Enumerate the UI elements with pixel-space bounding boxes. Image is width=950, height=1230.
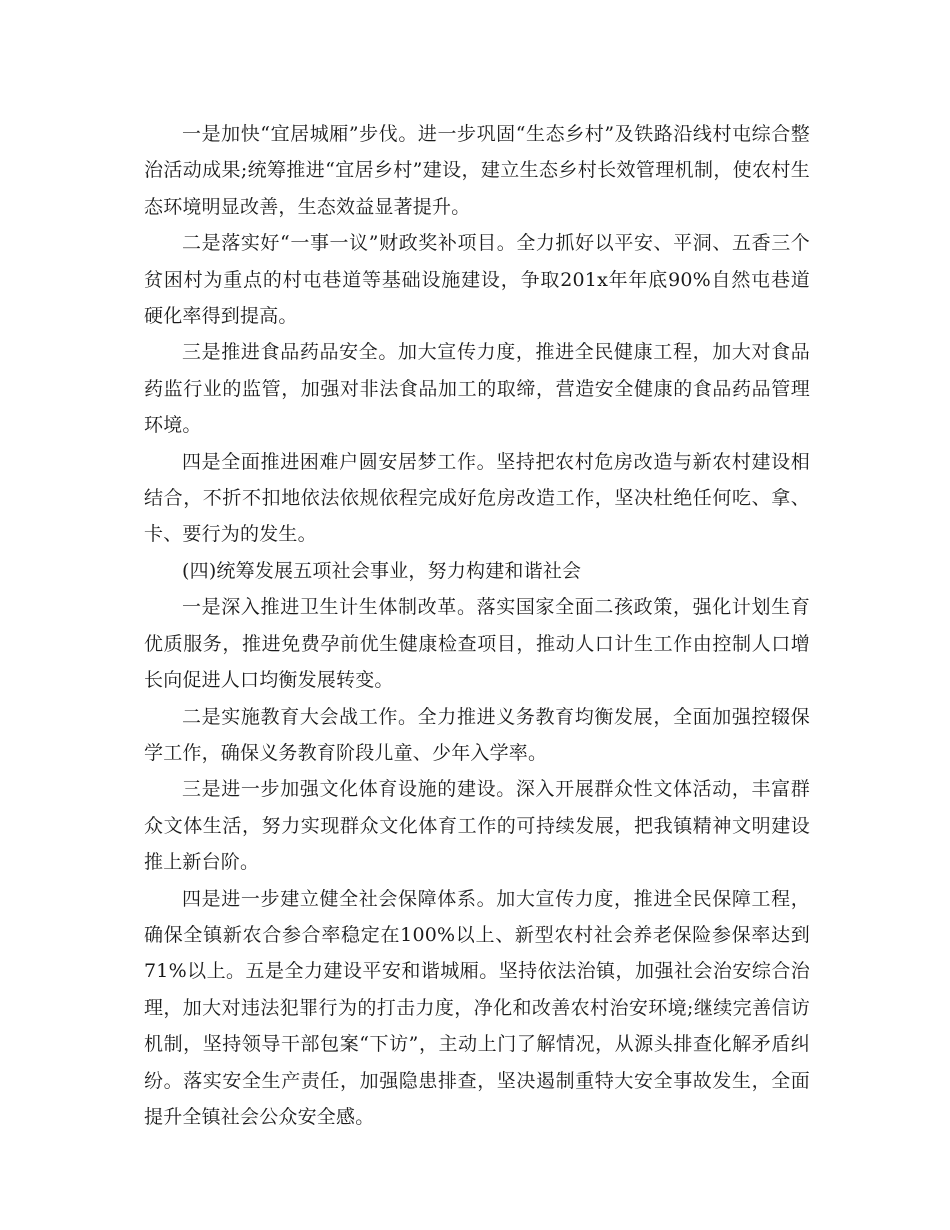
paragraph-livable-town: 一是加快“宜居城厢”步伐。进一步巩固“生态乡村”及铁路沿线村屯综合整治活动成果;统筹推进“宜居乡村”建设，建立生态乡村长效管理机制，使农村生态环境明显改善，生态效益显著提升。 <box>144 123 810 218</box>
paragraph-food-drug-safety: 三是推进食品药品安全。加大宣传力度，推进全民健康工程，加大对食品药监行业的监管，加强对非法食品加工的取缔，营造安全健康的食品药品管理环境。 <box>144 341 810 437</box>
paragraph-culture-sports: 三是进一步加强文化体育设施的建设。深入开展群众性文体活动，丰富群众文体生活，努力实现群众文化体育工作的可持续发展，把我镇精神文明建设推上新台阶。 <box>144 778 810 874</box>
paragraph-health-reform: 一是深入推进卫生计生体制改革。落实国家全面二孩政策，强化计划生育优质服务，推进免费孕前优生健康检查项目，推动人口计生工作由控制人口增长向促进人口均衡发展转变。 <box>144 596 810 692</box>
section-heading: (四)统筹发展五项社会事业，努力构建和谐社会 <box>182 559 582 582</box>
paragraph-housing: 四是全面推进困难户圆安居梦工作。坚持把农村危房改造与新农村建设相结合，不折不扣地依法依规依程完成好危房改造工作，坚决杜绝任何吃、拿、卡、要行为的发生。 <box>144 450 810 546</box>
document-body <box>144 116 810 1135</box>
paragraph-social-security: 四是进一步建立健全社会保障体系。加大宣传力度，推进全民保障工程，确保全镇新农合参合率稳定在100%以上、新型农村社会养老保险参保率达到71%以上。五是全力建设平安和谐城厢。坚持依法治镇，加强社会治安综合治理，加大对违法犯罪行为的打击力度，净化和改善农村治安环境;继续完善信访机制，坚持领导干部包案“下访”，主动上门了解情况，从源头排查化解矛盾纠纷。落实安全生产责任，加强隐患排查，坚决遏制重特大安全事故发生，全面提升全镇社会公众安全感。 <box>144 887 810 1128</box>
paragraph-financial-award: 二是落实好“一事一议”财政奖补项目。全力抓好以平安、平洞、五香三个贫困村为重点的村屯巷道等基础设施建设，争取201x年年底90%自然屯巷道硬化率得到提高。 <box>144 232 810 328</box>
paragraph-education: 二是实施教育大会战工作。全力推进义务教育均衡发展，全面加强控辍保学工作，确保义务教育阶段儿童、少年入学率。 <box>144 705 810 764</box>
